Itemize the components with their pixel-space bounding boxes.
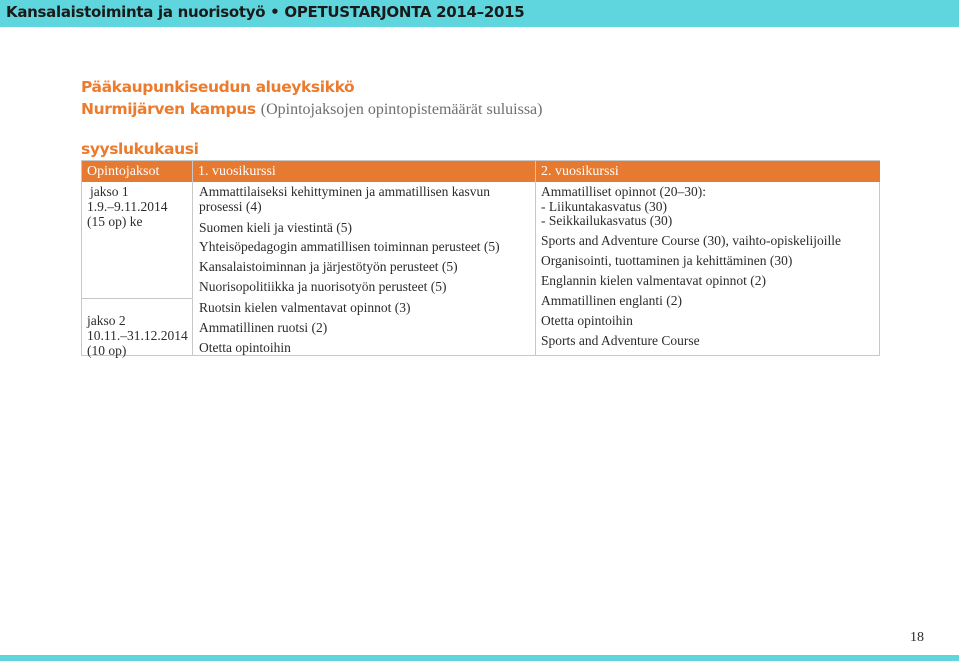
course-item: Suomen kieli ja viestintä (5)	[199, 220, 352, 235]
course-item: Ammattilaiseksi kehittyminen ja ammatillisen kasvun	[199, 184, 490, 199]
course-item: - Seikkailukasvatus (30)	[541, 213, 673, 228]
year2-courses	[541, 161, 879, 356]
course-table	[81, 160, 880, 356]
column-header-year2: 2. vuosikurssi	[536, 161, 880, 182]
period-1-credits: (15 op) ke	[87, 214, 143, 229]
top-banner	[0, 0, 959, 27]
page-number: 18	[910, 630, 924, 645]
period-2	[87, 313, 188, 358]
course-item: prosessi (4)	[199, 199, 262, 214]
course-item: - Liikuntakasvatus (30)	[541, 199, 667, 214]
column-divider	[535, 161, 536, 356]
period-2-dates: 10.11.–31.12.2014	[87, 328, 188, 343]
course-item: Otetta opintoihin	[199, 340, 291, 355]
year1-courses	[199, 161, 533, 356]
period-2-label: jakso 2	[87, 313, 126, 328]
column-header-periods: Opintojaksot	[82, 161, 192, 182]
period-divider	[82, 298, 192, 299]
course-item: Ammatilliset opinnot (20–30):	[541, 184, 706, 199]
period-1-dates: 1.9.–9.11.2014	[87, 199, 168, 214]
course-item: Yhteisöpedagogin ammatillisen toiminnan perusteet (5)	[199, 239, 500, 254]
season-heading: syyslukukausi	[81, 140, 199, 158]
campus-heading	[81, 99, 542, 120]
course-item: Englannin kielen valmentavat opinnot (2)	[541, 273, 766, 288]
campus-note: (Opintojaksojen opintopistemäärät suluissa)	[260, 101, 543, 118]
bottom-banner	[0, 655, 959, 661]
course-item: Ammatillinen englanti (2)	[541, 293, 682, 308]
course-item: Organisointi, tuottaminen ja kehittäminen (30)	[541, 253, 793, 268]
region-heading: Pääkaupunkiseudun alueyksikkö	[81, 78, 355, 96]
column-header-year1: 1. vuosikurssi	[193, 161, 535, 182]
period-1-label: jakso 1	[90, 184, 129, 199]
course-item: Sports and Adventure Course (30), vaihto-opiskelijoille	[541, 233, 841, 248]
course-item: Ammatillinen ruotsi (2)	[199, 320, 328, 335]
course-item: Kansalaistoiminnan ja järjestötyön perusteet (5)	[199, 259, 458, 274]
document-title: Kansalaistoiminta ja nuorisotyö • OPETUSTARJONTA 2014–2015	[6, 3, 525, 21]
course-item: Nuorisopolitiikka ja nuorisotyön perusteet (5)	[199, 279, 447, 294]
period-2-credits: (10 op)	[87, 343, 127, 358]
course-item: Otetta opintoihin	[541, 313, 633, 328]
period-1	[87, 184, 168, 229]
column-divider	[192, 161, 193, 356]
course-item: Ruotsin kielen valmentavat opinnot (3)	[199, 300, 411, 315]
campus-name: Nurmijärven kampus	[81, 100, 256, 118]
course-item: Sports and Adventure Course	[541, 333, 700, 348]
